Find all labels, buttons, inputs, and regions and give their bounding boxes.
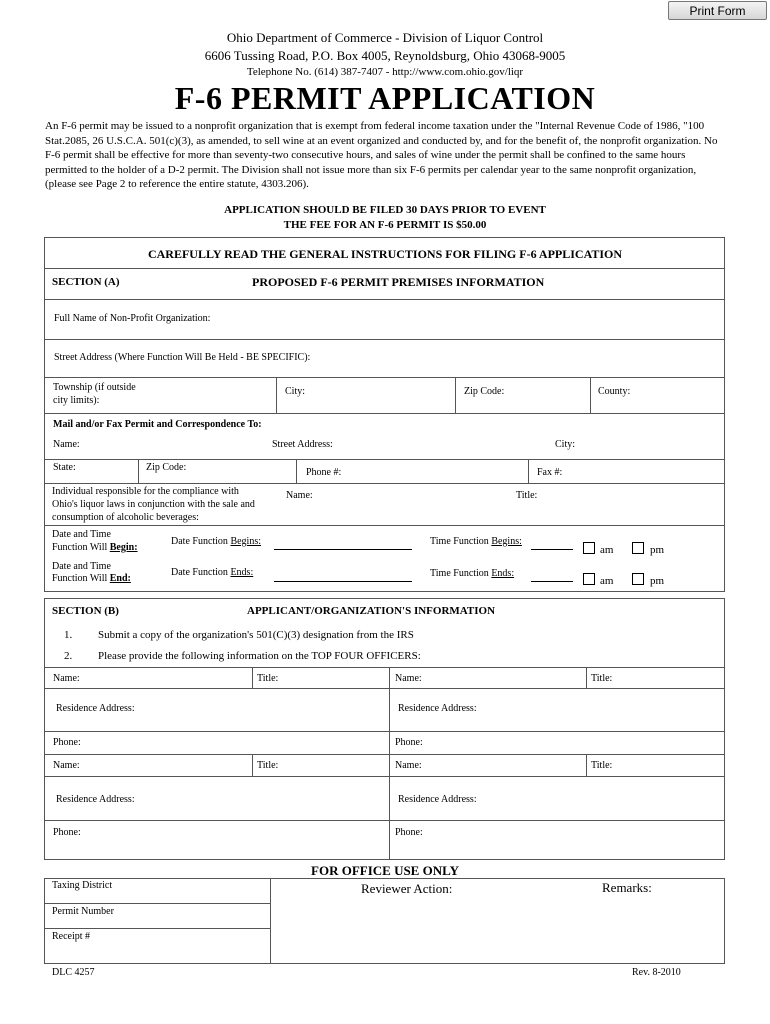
section-a-box bbox=[44, 237, 725, 592]
mail-name-label: Name: bbox=[53, 439, 80, 450]
divider bbox=[44, 268, 725, 269]
divider bbox=[138, 459, 139, 483]
responsible-name-label: Name: bbox=[286, 490, 313, 501]
permit-number-label: Permit Number bbox=[52, 906, 114, 917]
end-am-label: am bbox=[600, 575, 614, 587]
time-begins-label: Time Function Begins: bbox=[430, 536, 522, 547]
divider bbox=[528, 459, 529, 483]
agency-contact: Telephone No. (614) 387-7407 - http://www.com.ohio.gov/liqr bbox=[246, 66, 524, 78]
officer4-residence-label: Residence Address: bbox=[398, 794, 477, 805]
item2-number: 2. bbox=[64, 650, 73, 662]
begin-pm-checkbox[interactable] bbox=[632, 542, 644, 554]
mail-street-label: Street Address: bbox=[272, 439, 333, 450]
divider bbox=[296, 459, 297, 483]
divider bbox=[44, 688, 725, 689]
divider bbox=[44, 903, 270, 904]
divider bbox=[252, 754, 253, 776]
org-name-label: Full Name of Non-Profit Organization: bbox=[54, 313, 211, 324]
street-address-label: Street Address (Where Function Will Be Held - BE SPECIFIC): bbox=[54, 352, 311, 363]
mail-heading: Mail and/or Fax Permit and Correspondence To: bbox=[53, 419, 262, 430]
divider bbox=[44, 731, 725, 732]
fee-notice: THE FEE FOR AN F-6 PERMIT IS $50.00 bbox=[283, 219, 487, 231]
divider bbox=[455, 377, 456, 413]
remarks-label: Remarks: bbox=[602, 880, 652, 895]
officer1-residence-label: Residence Address: bbox=[56, 703, 135, 714]
begin-am-checkbox[interactable] bbox=[583, 542, 595, 554]
item1-text: Submit a copy of the organization's 501(C)(3) designation from the IRS bbox=[98, 629, 414, 641]
begin-label-line2: Function Will Begin: bbox=[52, 542, 138, 553]
officer2-phone-label: Phone: bbox=[395, 737, 423, 748]
date-ends-input[interactable] bbox=[274, 581, 412, 582]
responsible-title-label: Title: bbox=[516, 490, 538, 501]
divider bbox=[586, 754, 587, 776]
agency-address: 6606 Tussing Road, P.O. Box 4005, Reynoldsburg, Ohio 43068-9005 bbox=[204, 48, 566, 63]
divider bbox=[44, 667, 725, 668]
section-b-label: SECTION (B) bbox=[52, 605, 119, 617]
fax-label: Fax #: bbox=[537, 467, 563, 478]
officer2-title-label: Title: bbox=[591, 673, 613, 684]
receipt-label: Receipt # bbox=[52, 931, 91, 942]
intro-paragraph: An F-6 permit may be issued to a nonprofit organization that is exempt from federal income taxation under the "Internal Revenue Code of 1986, "100 Stat.2085, 26 U.S.C.A. 501(c)(3), as amended, to sell wine at an event organized and conducted by, and for the benefit of, the nonprofit organization. No F-6 permit shall be effective for more than seventy-two consecutive hours, and sales of wine under the permit shall be confined to the same hours permitted to the holder of a D-2 permit. The Division shall not issue more than six F-6 permits per calendar year to the same nonprofit organization, (please see Page 2 to reference the entire statute, 4303.206). bbox=[45, 120, 718, 191]
end-am-checkbox[interactable] bbox=[583, 573, 595, 585]
officer4-name-label: Name: bbox=[395, 760, 422, 771]
divider bbox=[389, 754, 390, 860]
item2-text: Please provide the following information on the TOP FOUR OFFICERS: bbox=[98, 650, 421, 662]
county-label: County: bbox=[598, 386, 631, 397]
divider bbox=[44, 928, 270, 929]
divider bbox=[44, 525, 725, 526]
agency-name: Ohio Department of Commerce - Division of Liquor Control bbox=[226, 30, 544, 45]
end-pm-label: pm bbox=[650, 575, 665, 587]
time-ends-input[interactable] bbox=[531, 581, 573, 582]
divider bbox=[276, 377, 277, 413]
officer2-residence-label: Residence Address: bbox=[398, 703, 477, 714]
end-pm-checkbox[interactable] bbox=[632, 573, 644, 585]
begin-pm-label: pm bbox=[650, 544, 665, 556]
page-title: F-6 PERMIT APPLICATION bbox=[174, 80, 596, 116]
reviewer-action-label: Reviewer Action: bbox=[361, 881, 453, 896]
divider bbox=[270, 878, 271, 964]
time-begins-input[interactable] bbox=[531, 549, 573, 550]
divider bbox=[44, 299, 725, 300]
officer1-phone-label: Phone: bbox=[53, 737, 81, 748]
divider bbox=[252, 667, 253, 688]
divider bbox=[586, 667, 587, 688]
divider bbox=[44, 339, 725, 340]
officer4-title-label: Title: bbox=[591, 760, 613, 771]
revision: Rev. 8-2010 bbox=[632, 967, 681, 978]
divider bbox=[44, 413, 725, 414]
section-b-title: APPLICANT/ORGANIZATION'S INFORMATION bbox=[247, 605, 496, 617]
begin-am-label: am bbox=[600, 544, 614, 556]
phone-label: Phone #: bbox=[306, 467, 342, 478]
officer3-residence-label: Residence Address: bbox=[56, 794, 135, 805]
item1-number: 1. bbox=[64, 629, 73, 641]
end-label-line1: Date and Time bbox=[52, 561, 111, 572]
responsible-label: Individual responsible for the compliance with Ohio's liquor laws in conjunction with the sale and consumption of alcoholic beverages: bbox=[52, 486, 255, 523]
officer3-name-label: Name: bbox=[53, 760, 80, 771]
mail-zip-label: Zip Code: bbox=[146, 462, 187, 473]
divider bbox=[44, 459, 725, 460]
date-ends-label: Date Function Ends: bbox=[171, 567, 254, 578]
office-use-heading: FOR OFFICE USE ONLY bbox=[311, 863, 459, 878]
city-label: City: bbox=[285, 386, 306, 397]
end-label-line2: Function Will End: bbox=[52, 573, 131, 584]
officer1-title-label: Title: bbox=[257, 673, 279, 684]
date-begins-input[interactable] bbox=[274, 549, 412, 550]
divider bbox=[44, 754, 725, 755]
form-id: DLC 4257 bbox=[52, 967, 95, 978]
section-a-label: SECTION (A) bbox=[52, 276, 120, 288]
state-label: State: bbox=[53, 462, 76, 473]
divider bbox=[44, 820, 725, 821]
officer3-phone-label: Phone: bbox=[53, 827, 81, 838]
divider bbox=[44, 776, 725, 777]
officer1-name-label: Name: bbox=[53, 673, 80, 684]
filing-notice: APPLICATION SHOULD BE FILED 30 DAYS PRIOR TO EVENT bbox=[224, 204, 546, 216]
mail-city-label: City: bbox=[555, 439, 576, 450]
date-begins-label: Date Function Begins: bbox=[171, 536, 261, 547]
divider bbox=[389, 667, 390, 762]
officer3-title-label: Title: bbox=[257, 760, 279, 771]
time-ends-label: Time Function Ends: bbox=[430, 568, 515, 579]
print-form-button[interactable]: Print Form bbox=[668, 1, 767, 20]
begin-label-line1: Date and Time bbox=[52, 529, 111, 540]
instructions-heading: CAREFULLY READ THE GENERAL INSTRUCTIONS FOR FILING F-6 APPLICATION bbox=[147, 247, 623, 261]
taxing-district-label: Taxing District bbox=[52, 880, 113, 891]
zip-label: Zip Code: bbox=[464, 386, 505, 397]
divider bbox=[44, 483, 725, 484]
officer2-name-label: Name: bbox=[395, 673, 422, 684]
section-a-title: PROPOSED F-6 PERMIT PREMISES INFORMATION bbox=[252, 275, 545, 289]
officer4-phone-label: Phone: bbox=[395, 827, 423, 838]
divider bbox=[590, 377, 591, 413]
divider bbox=[44, 377, 725, 378]
township-label: Township (if outside city limits): bbox=[53, 382, 136, 406]
